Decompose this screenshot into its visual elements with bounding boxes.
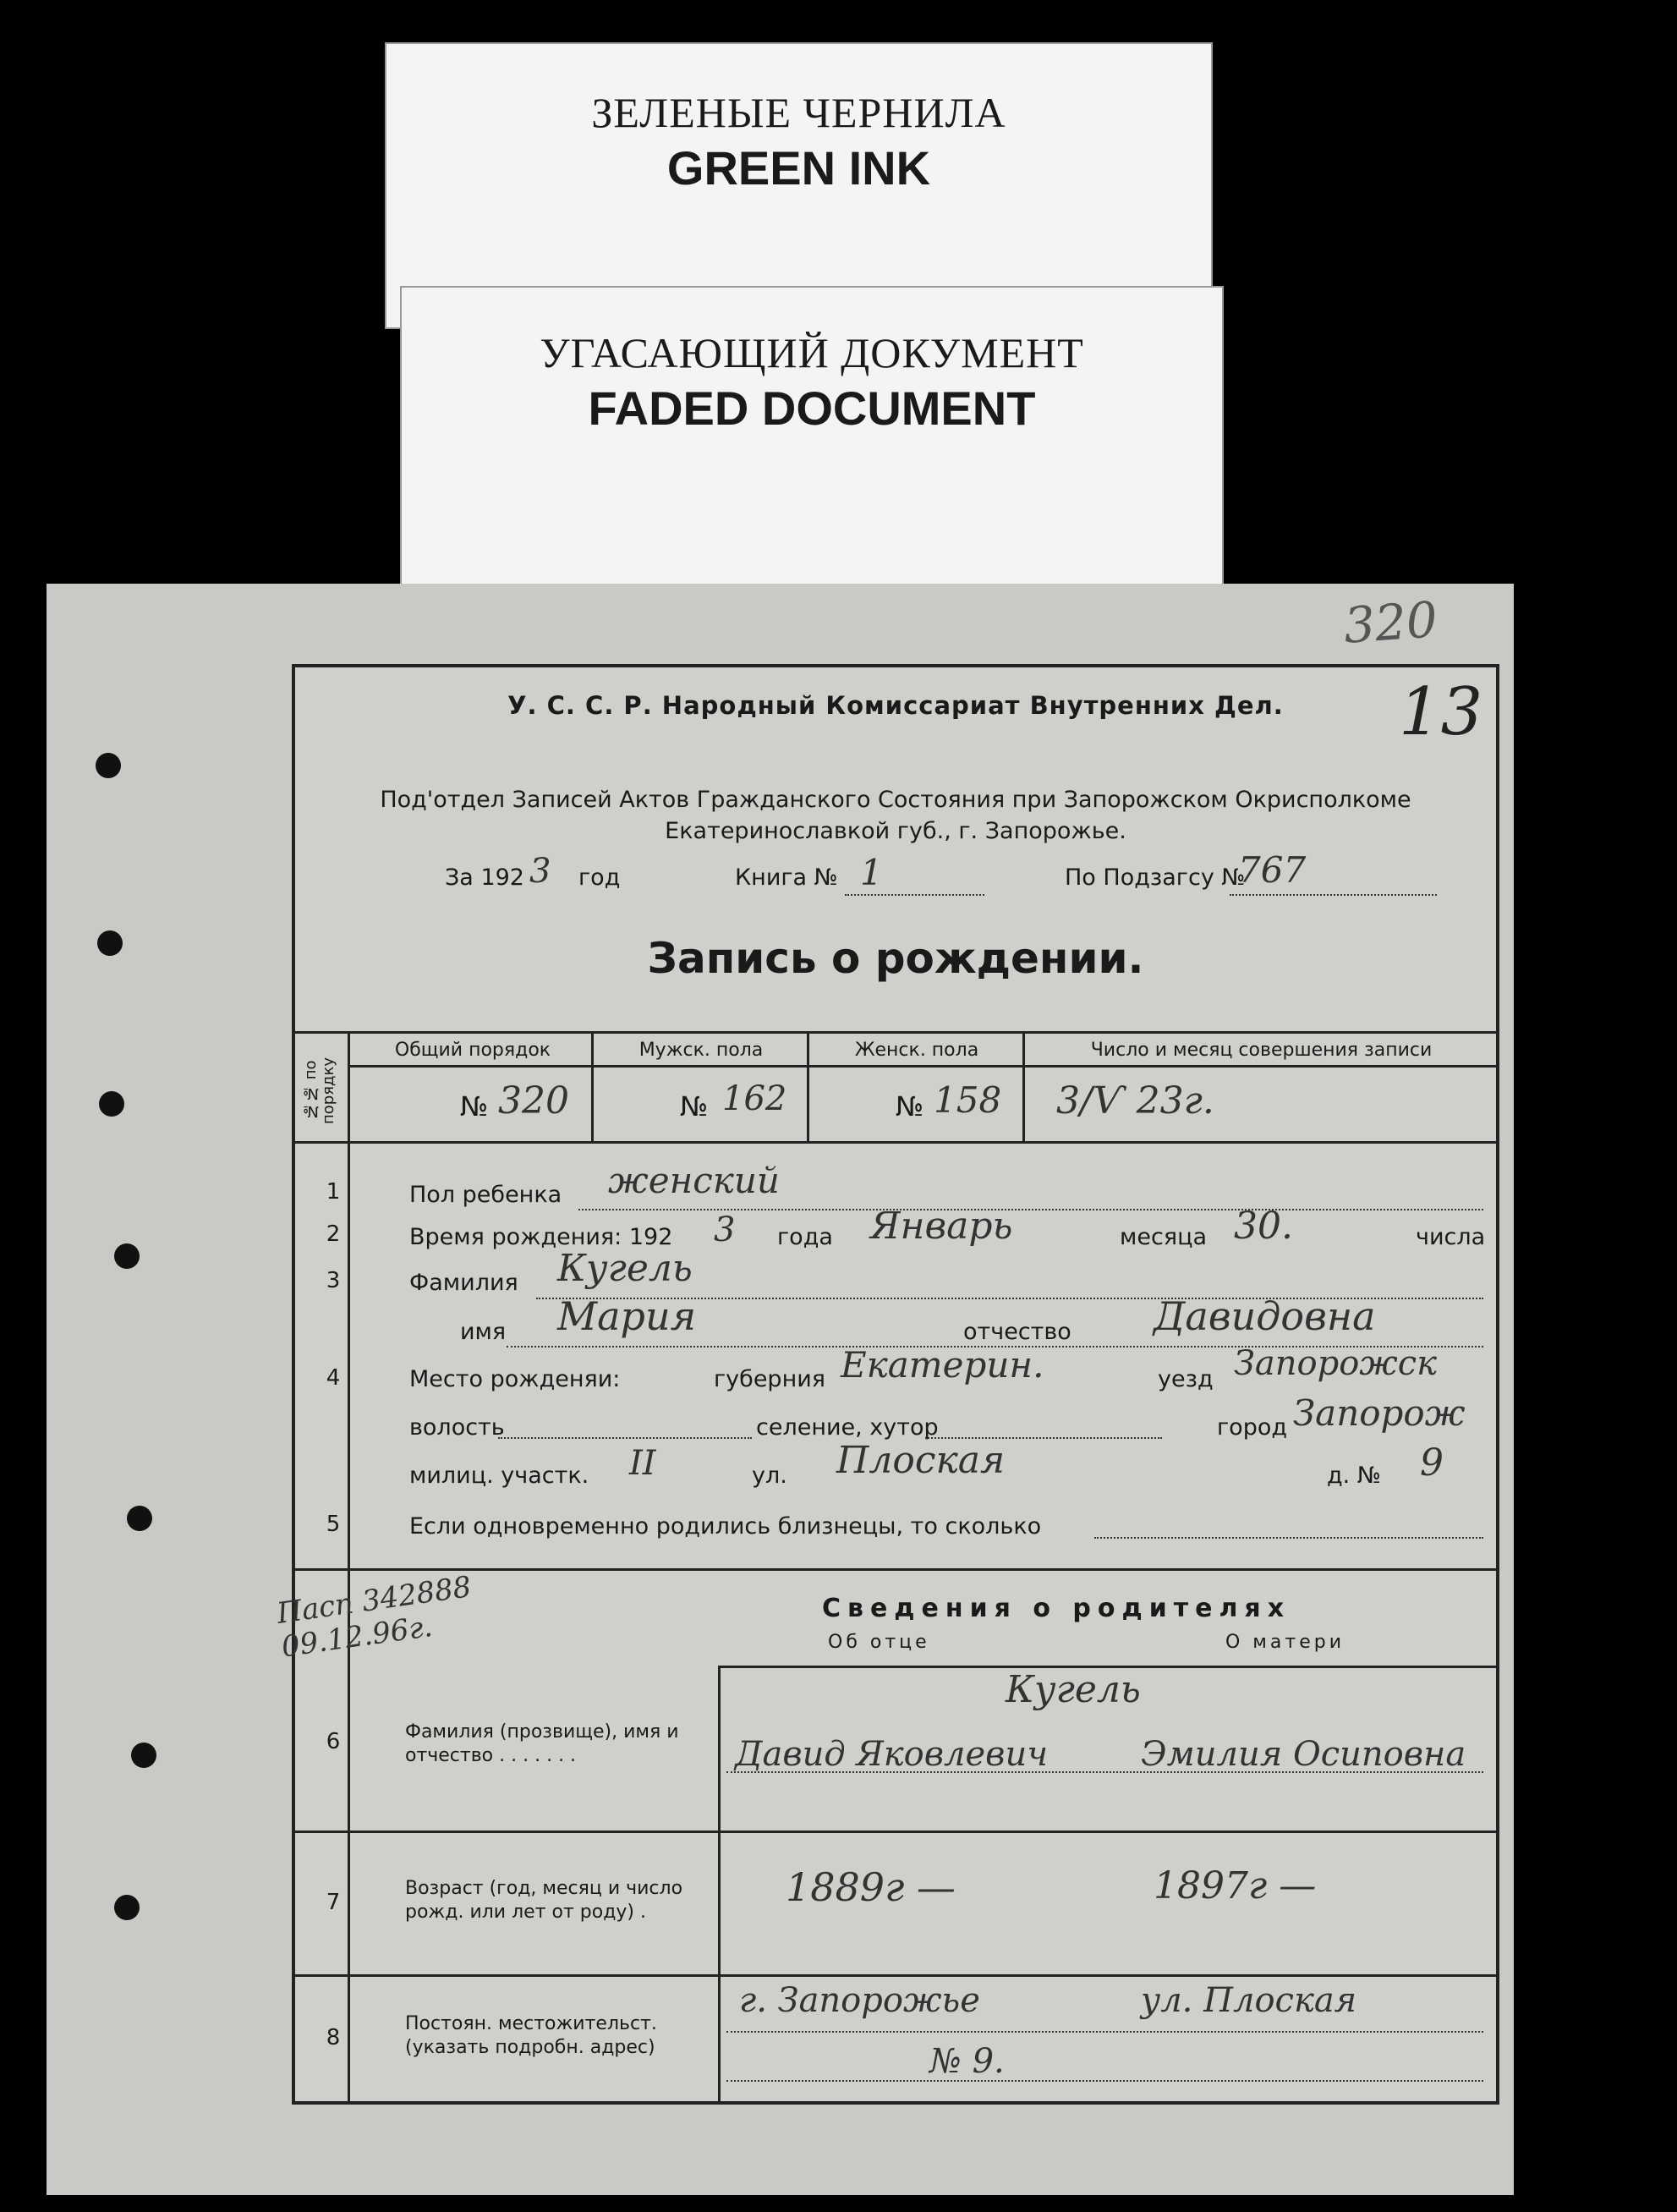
mother-age: 1897г — (1154, 1864, 1317, 1907)
patronymic-value: Давидовна (1154, 1293, 1376, 1339)
year-hand: 3 (529, 852, 551, 891)
birth-month: Январь (870, 1205, 1013, 1248)
parent-name-label: Фамилия (прозвище), имя и отчество . . . . . . . (405, 1721, 679, 1766)
address-line-1: г. Запорожье (739, 1981, 980, 2020)
column-general: Общий порядок (394, 1040, 551, 1061)
surname-label: Фамилия (409, 1270, 518, 1296)
name-value: Мария (557, 1293, 697, 1339)
surname-value: Кугель (557, 1247, 693, 1290)
column-male: Мужск. пола (638, 1040, 764, 1061)
entry-number: 13 (1399, 674, 1483, 750)
address-line-2: ул. Плоская (1141, 1981, 1357, 2020)
book-label: Книга № (735, 864, 838, 891)
binding-hole (97, 930, 123, 956)
slip-en-label: GREEN INK (666, 141, 931, 195)
binding-hole (114, 1895, 140, 1920)
patronymic-label: отчество (963, 1319, 1071, 1345)
birthplace-label: Место рожденяи: (409, 1366, 621, 1392)
female-order-value: 158 (934, 1079, 1002, 1121)
mother-name: Эмилия Осиповна (1141, 1735, 1466, 1774)
column-date: Число и месяц совершения записи (1090, 1040, 1433, 1061)
faded-document-slip (400, 286, 1224, 585)
record-date-value: 3/Ѵ 23г. (1056, 1079, 1214, 1122)
parent-address-label: Постоян. местожительст. (указать подробн. адрес) (405, 2013, 657, 2058)
parent-surname: Кугель (1006, 1668, 1141, 1711)
father-column-label: Об отце (828, 1632, 930, 1653)
order-column-label: №№ по порядку (302, 1057, 337, 1124)
binding-hole (99, 1091, 124, 1117)
sex-label: Пол ребенка (409, 1182, 562, 1208)
document-page (47, 584, 1514, 2195)
book-number: 1 (860, 852, 883, 893)
passport-stamp: Пасп 342888 09.12.96г. (274, 1570, 474, 1665)
city-value: Запорож (1293, 1392, 1466, 1434)
birth-day: 30. (1234, 1205, 1293, 1248)
male-order-value: 162 (722, 1079, 787, 1118)
street-value: Плоская (836, 1439, 1006, 1482)
archive-page-number: 320 (1342, 590, 1440, 655)
parents-heading: Сведения о родителях (821, 1594, 1291, 1623)
birth-time-label: Время рождения: 192 (409, 1224, 673, 1250)
general-order-value: 320 (498, 1079, 569, 1122)
birth-record-form: У. С. С. Р. Народный Комиссариат Внутренних Дел. 13 Под'отдел Записей Актов Гражданского Состояния при Запорожском Окрисполкоме Екатеринославкой губ., г. Запорожье. За 192 3 год Книга № 1 По Подзагсу № 767 Запись о рождении. №№ по порядку Общий порядок Мужск. пола Женск. пола Число и месяц совершения записи № 320 № 162 № 158 3/Ѵ 23г. 1 Пол ребенка женский 2 Время рождения: 192 3 года Январь месяца 30. числа 3 Фамилия Кугель имя Мария отчество Давидовна 4 Место рожденяи: губерния Екатерин. уезд Запорожск волость селение, хутор город Запорож милиц. участк. II ул. Плоская д. № 9 5 Если одновременно родились близнецы, то сколько Пасп 342888 09.12.96г. Сведения о родителях Об отце О матери 6 Фамилия (прозвище), имя и отчество . . . . . . . Кугель Давид Яковлевич Эмилия Осиповна 7 Возраст (год, месяц и число рожд. или лет от роду) . 1889г — 1897г — 8 Постоян. местожительст. (указать подробн. адрес) г. Запорожье ул. Плоская № 9. (292, 664, 1499, 2105)
sub-office-number: 767 (1238, 849, 1307, 891)
binding-hole (127, 1506, 152, 1531)
binding-hole (131, 1743, 156, 1768)
father-age: 1889г — (786, 1864, 956, 1910)
office-header: Под'отдел Записей Актов Гражданского Состояния при Запорожском Окрисполкоме Екатеринославкой губ., г. Запорожье. (380, 787, 1411, 844)
column-female: Женск. пола (854, 1040, 979, 1061)
year-label: За 192 (445, 864, 524, 891)
province-value: Екатерин. (841, 1344, 1044, 1386)
mother-column-label: О матери (1225, 1632, 1345, 1653)
twins-label: Если одновременно родились близнецы, то сколько (409, 1513, 1042, 1540)
slip-ru-label: УГАСАЮЩИЙ ДОКУМЕНТ (540, 329, 1084, 376)
father-name: Давид Яковлевич (735, 1735, 1049, 1774)
police-precinct-value: II (629, 1444, 656, 1483)
sub-office-label: По Подзагсу № (1065, 864, 1246, 891)
address-line-3: № 9. (929, 2042, 1005, 2081)
year-suffix: год (578, 864, 621, 891)
slip-en-label: FADED DOCUMENT (588, 381, 1036, 435)
ministry-header: У. С. С. Р. Народный Комиссариат Внутренних Дел. (507, 691, 1284, 720)
binding-hole (114, 1243, 140, 1269)
sex-value: женский (608, 1160, 780, 1201)
binding-hole (96, 753, 121, 778)
name-label: имя (460, 1319, 507, 1345)
parent-age-label: Возраст (год, месяц и число рожд. или лет от роду) . (405, 1878, 683, 1923)
house-number-value: 9 (1420, 1441, 1444, 1485)
district-value: Запорожск (1234, 1344, 1438, 1383)
slip-ru-label: ЗЕЛЕНЫЕ ЧЕРНИЛА (591, 89, 1006, 136)
form-title: Запись о рождении. (647, 934, 1144, 983)
